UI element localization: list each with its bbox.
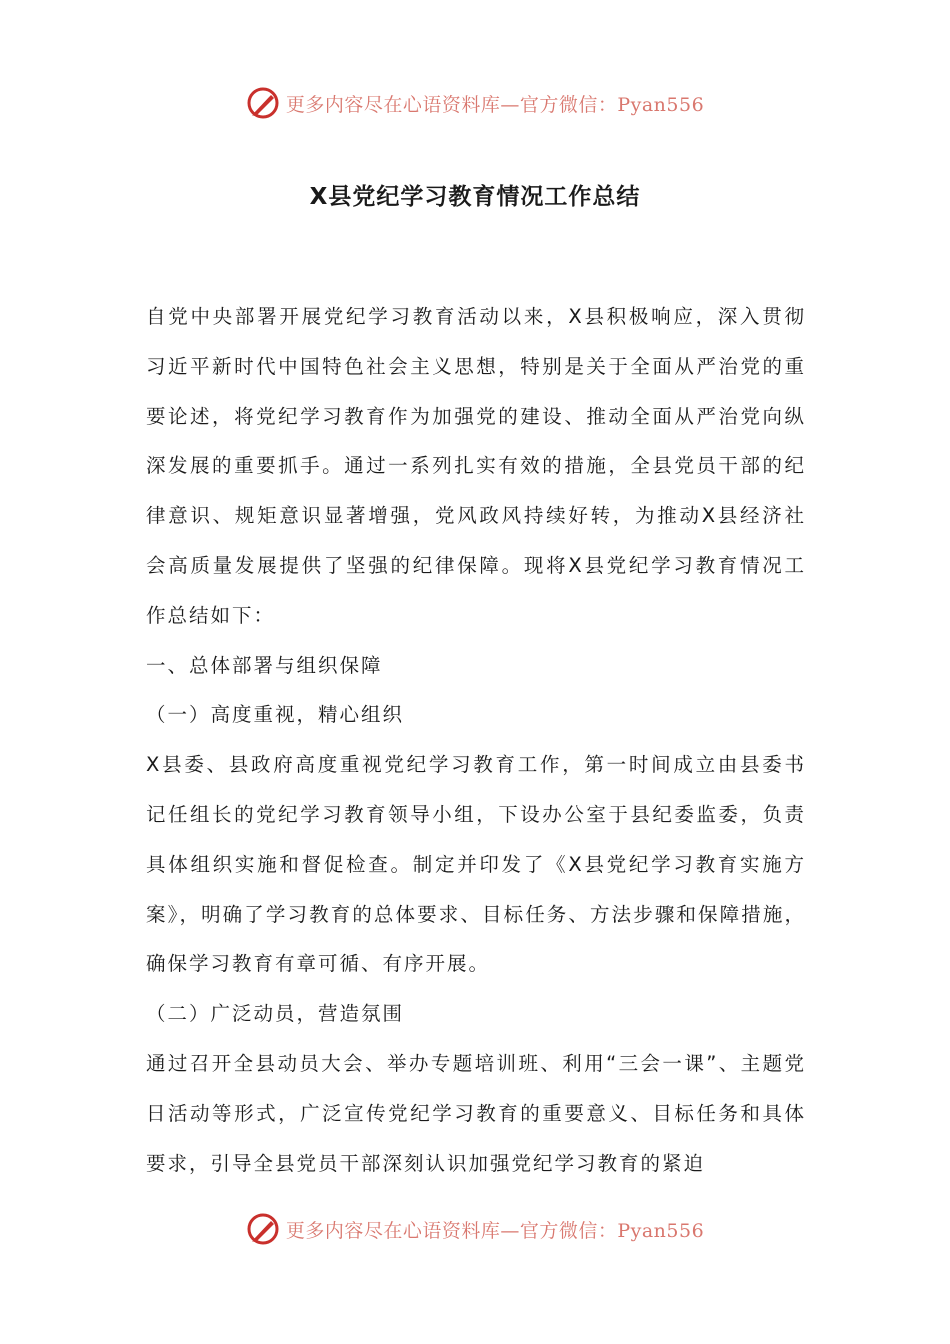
- subsection-2-paragraph: 通过召开全县动员大会、举办专题培训班、利用“三会一课”、主题党日活动等形式，广泛宣传党纪学习教育的重要意义、目标任务和具体要求，引导全县党员干部深刻认识加强党纪学习教育的紧迫: [146, 1051, 806, 1175]
- document-title: X县党纪学习教育情况工作总结: [309, 184, 641, 210]
- pen-logo-icon: [246, 1212, 280, 1246]
- subsection-heading-2: （二）广泛动员，营造氛围: [146, 1002, 405, 1026]
- watermark-banner-top: [0, 78, 950, 128]
- document-body: [146, 292, 806, 1188]
- watermark-text: 更多内容尽在心语资料库—官方微信：Pyan556: [285, 93, 705, 116]
- watermark-text: 更多内容尽在心语资料库—官方微信：Pyan556: [285, 1219, 705, 1242]
- section-heading-1: 一、总体部署与组织保障: [146, 653, 383, 677]
- watermark-banner-bottom: [0, 1204, 950, 1254]
- subsection-1-paragraph: X县委、县政府高度重视党纪学习教育工作，第一时间成立由县委书记任组长的党纪学习教育领导小组，下设办公室于县纪委监委，负责具体组织实施和督促检查。制定并印发了《X县党纪学习教育实施方案》，明确了学习教育的总体要求、目标任务、方法步骤和保障措施，确保学习教育有章可循、有序开展。: [146, 753, 806, 976]
- pen-logo-icon: [246, 86, 280, 120]
- subsection-heading-1: （一）高度重视，精心组织: [146, 703, 405, 727]
- intro-paragraph: 自党中央部署开展党纪学习教育活动以来，X县积极响应，深入贯彻习近平新时代中国特色社会主义思想，特别是关于全面从严治党的重要论述，将党纪学习教育作为加强党的建设、推动全面从严治党向纵深发展的重要抓手。通过一系列扎实有效的措施，全县党员干部的纪律意识、规矩意识显著增强，党风政风持续好转，为推动X县经济社会高质量发展提供了坚强的纪律保障。现将X县党纪学习教育情况工作总结如下：: [146, 305, 806, 627]
